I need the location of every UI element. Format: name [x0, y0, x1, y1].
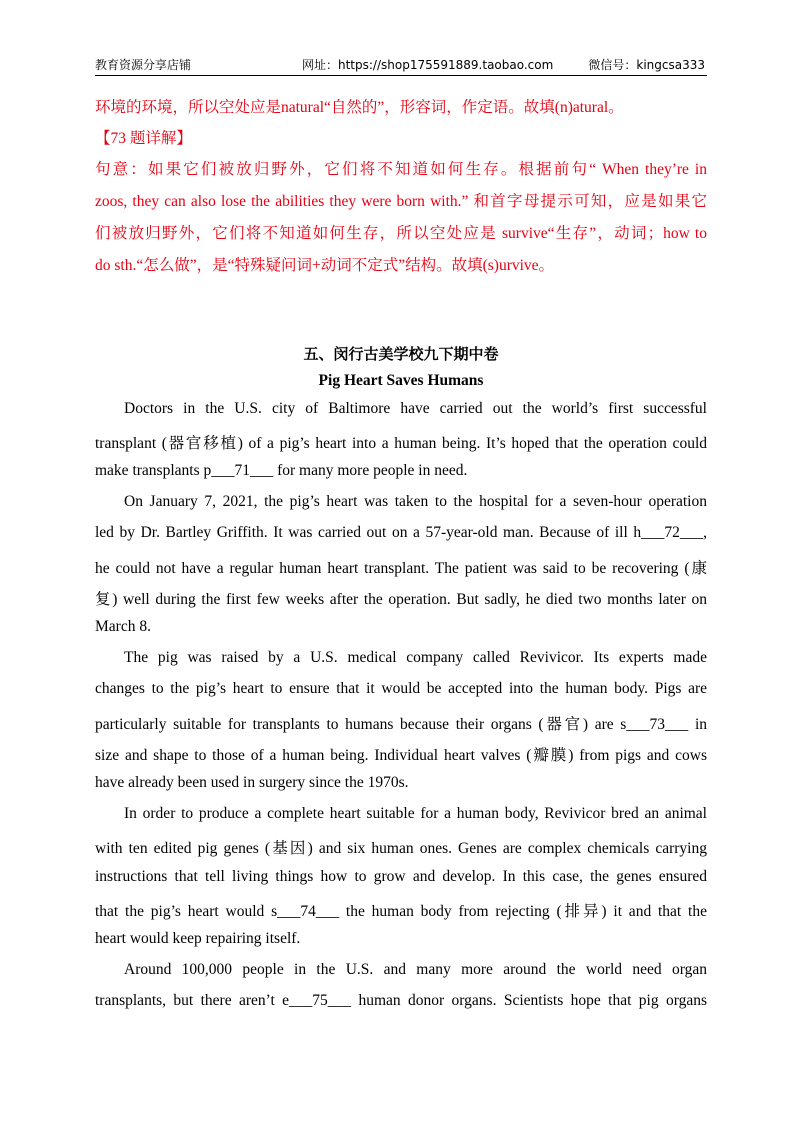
explanation-heading: 【73 题详解】 — [95, 130, 192, 147]
passage-line: On January 7, 2021, the pig’s heart was taken to the hospital for a seven-hour operation — [124, 493, 707, 510]
passage-line: heart would keep repairing itself. — [95, 930, 301, 947]
passage-line: have already been used in surgery since the 1970s. — [95, 774, 409, 791]
passage-line: particularly suitable for transplants to humans because their organs (器官) are s___73___ in — [95, 716, 707, 733]
section-title: 五、闵行古美学校九下期中卷 — [303, 345, 499, 363]
passage-line: The pig was raised by a U.S. medical company called Revivicor. Its experts made — [124, 649, 707, 666]
explanation-line: 们被放归野外，它们将不知道如何生存，所以空处应是 survive“生存”，动词；how to — [95, 225, 707, 242]
passage-title: Pig Heart Saves Humans — [318, 372, 484, 389]
passage-line: he could not have a regular human heart transplant. The patient was said to be recovering (康 — [95, 560, 707, 577]
passage-line: instructions that tell living things how to grow and develop. In this case, the genes ensured — [95, 868, 707, 885]
passage-line: changes to the pig’s heart to ensure that it would be accepted into the human body. Pigs are — [95, 680, 707, 697]
passage-line: Doctors in the U.S. city of Baltimore have carried out the world’s first successful — [124, 400, 707, 417]
explanation-line: 环境的环境，所以空处应是natural“自然的”，形容词，作定语。故填(n)atural。 — [95, 99, 624, 116]
header-shop-name: 教育资源分享店铺 — [95, 58, 192, 72]
header-wechat: 微信号：kingcsa333 — [588, 58, 705, 72]
passage-line: March 8. — [95, 618, 151, 635]
passage-line: Around 100,000 people in the U.S. and many more around the world need organ — [124, 961, 707, 978]
passage-line: transplants, but there aren’t e___75___ human donor organs. Scientists hope that pig organs — [95, 992, 707, 1009]
passage-line: In order to produce a complete heart suitable for a human body, Revivicor bred an animal — [124, 805, 707, 822]
explanation-line: 句意：如果它们被放归野外，它们将不知道如何生存。根据前句“ When they’re in — [95, 161, 707, 178]
passage-line: 复) well during the first few weeks after the operation. But sadly, he died two months later on — [95, 591, 707, 608]
passage-line: led by Dr. Bartley Griffith. It was carried out on a 57-year-old man. Because of ill h___72___, — [95, 524, 707, 541]
page-header — [95, 55, 707, 76]
passage-line: with ten edited pig genes (基因) and six human ones. Genes are complex chemicals carrying — [95, 840, 707, 857]
explanation-line: zoos, they can also lose the abilities they were born with.” 和首字母提示可知，应是如果它 — [95, 193, 707, 210]
passage-line: transplant (器官移植) of a pig’s heart into a human being. It’s hoped that the operation could — [95, 435, 707, 452]
passage-line: make transplants p___71___ for many more people in need. — [95, 462, 468, 479]
passage-line: that the pig’s heart would s___74___ the human body from rejecting (排异) it and that the — [95, 903, 707, 920]
passage-line: size and shape to those of a human being. Individual heart valves (瓣膜) from pigs and cows — [95, 747, 707, 764]
explanation-line: do sth.“怎么做”，是“特殊疑问词+动词不定式”结构。故填(s)urvive。 — [95, 257, 555, 274]
header-url: 网址：https://shop175591889.taobao.com — [302, 58, 554, 72]
